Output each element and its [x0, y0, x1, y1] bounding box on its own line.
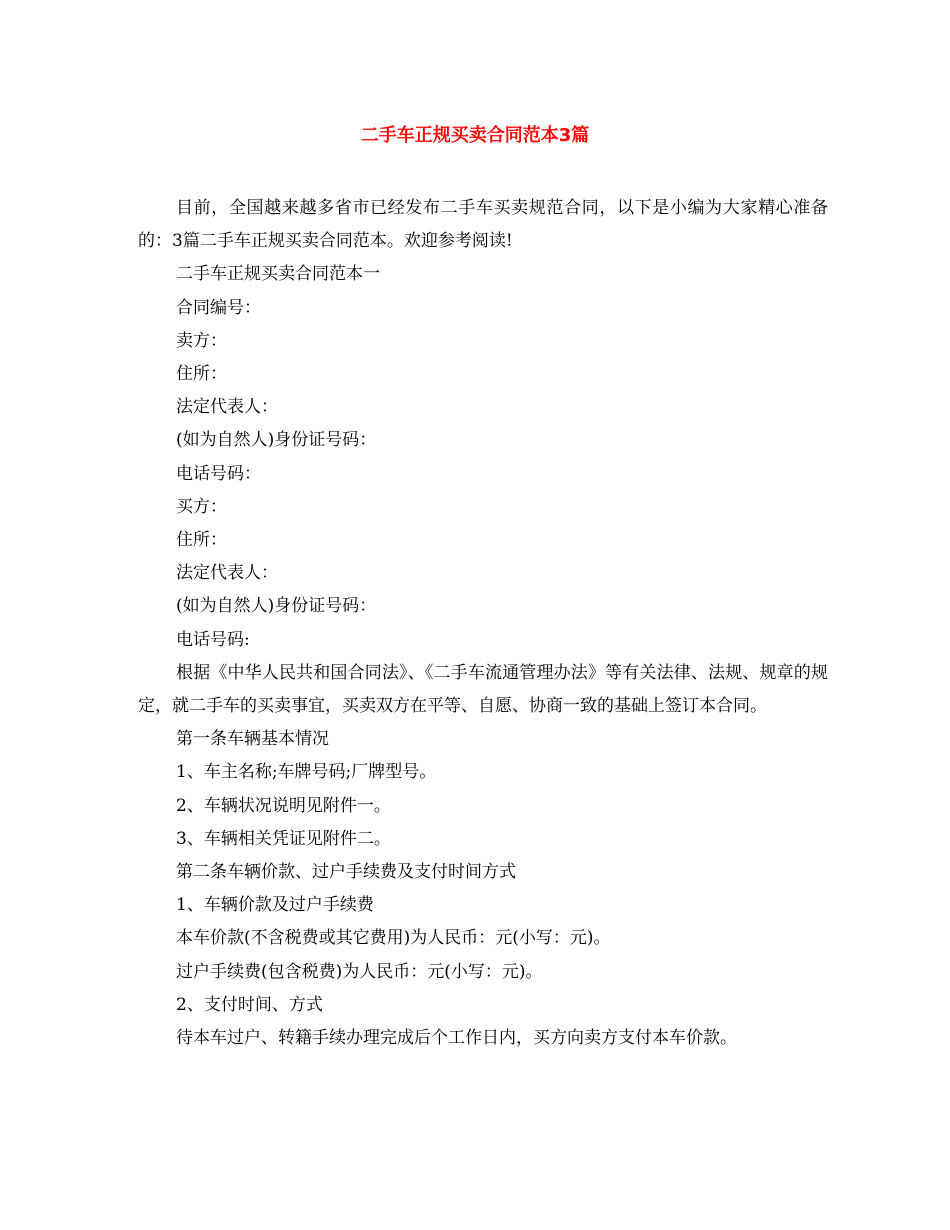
- document-title: 二手车正规买卖合同范本3篇: [360, 125, 590, 146]
- article-1-item-1: 1、车主名称;车牌号码;厂牌型号。: [176, 762, 437, 783]
- buyer-legal-rep-line: 法定代表人：: [176, 563, 278, 584]
- buyer-phone-line: 电话号码:: [176, 629, 250, 650]
- seller-legal-rep-line: 法定代表人：: [176, 397, 278, 418]
- article-2-item-2: 2、支付时间、方式: [176, 994, 323, 1015]
- seller-address-line: 住所：: [176, 364, 227, 385]
- payment-terms-line: 待本车过户、转籍手续办理完成后个工作日内，买方向卖方支付本车价款。: [176, 1028, 737, 1049]
- vehicle-price-line: 本车价款(不含税费或其它费用)为人民币：元(小写：元)。: [176, 928, 611, 949]
- article-1-item-2: 2、车辆状况说明见附件一。: [176, 795, 391, 816]
- seller-line: 卖方：: [176, 330, 227, 351]
- seller-phone-line: 电话号码：: [176, 463, 261, 484]
- article-2-item-1: 1、车辆价款及过户手续费: [176, 895, 374, 916]
- intro-paragraph: 目前，全国越来越多省市已经发布二手车买卖规范合同，以下是小编为大家精心准备的：3篇二手车正规买卖合同范本。欢迎参考阅读!: [138, 198, 828, 252]
- contract-heading: 二手车正规买卖合同范本一: [176, 264, 380, 285]
- document-body: [138, 192, 828, 1055]
- buyer-id-line: (如为自然人)身份证号码：: [176, 596, 377, 617]
- seller-id-line: (如为自然人)身份证号码：: [176, 430, 377, 451]
- buyer-line: 买方：: [176, 496, 227, 517]
- buyer-address-line: 住所：: [176, 530, 227, 551]
- article-1-item-3: 3、车辆相关凭证见附件二。: [176, 828, 391, 849]
- transfer-fee-line: 过户手续费(包含税费)为人民币：元(小写：元)。: [176, 961, 543, 982]
- legal-basis-paragraph: 根据《中华人民共和国合同法》、《二手车流通管理办法》等有关法律、法规、规章的规定，就二手车的买卖事宜，买卖双方在平等、自愿、协商一致的基础上签订本合同。: [138, 662, 828, 717]
- article-1-heading: 第一条车辆基本情况: [176, 729, 329, 750]
- contract-number-line: 合同编号：: [176, 297, 261, 318]
- article-2-heading: 第二条车辆价款、过户手续费及支付时间方式: [176, 862, 516, 883]
